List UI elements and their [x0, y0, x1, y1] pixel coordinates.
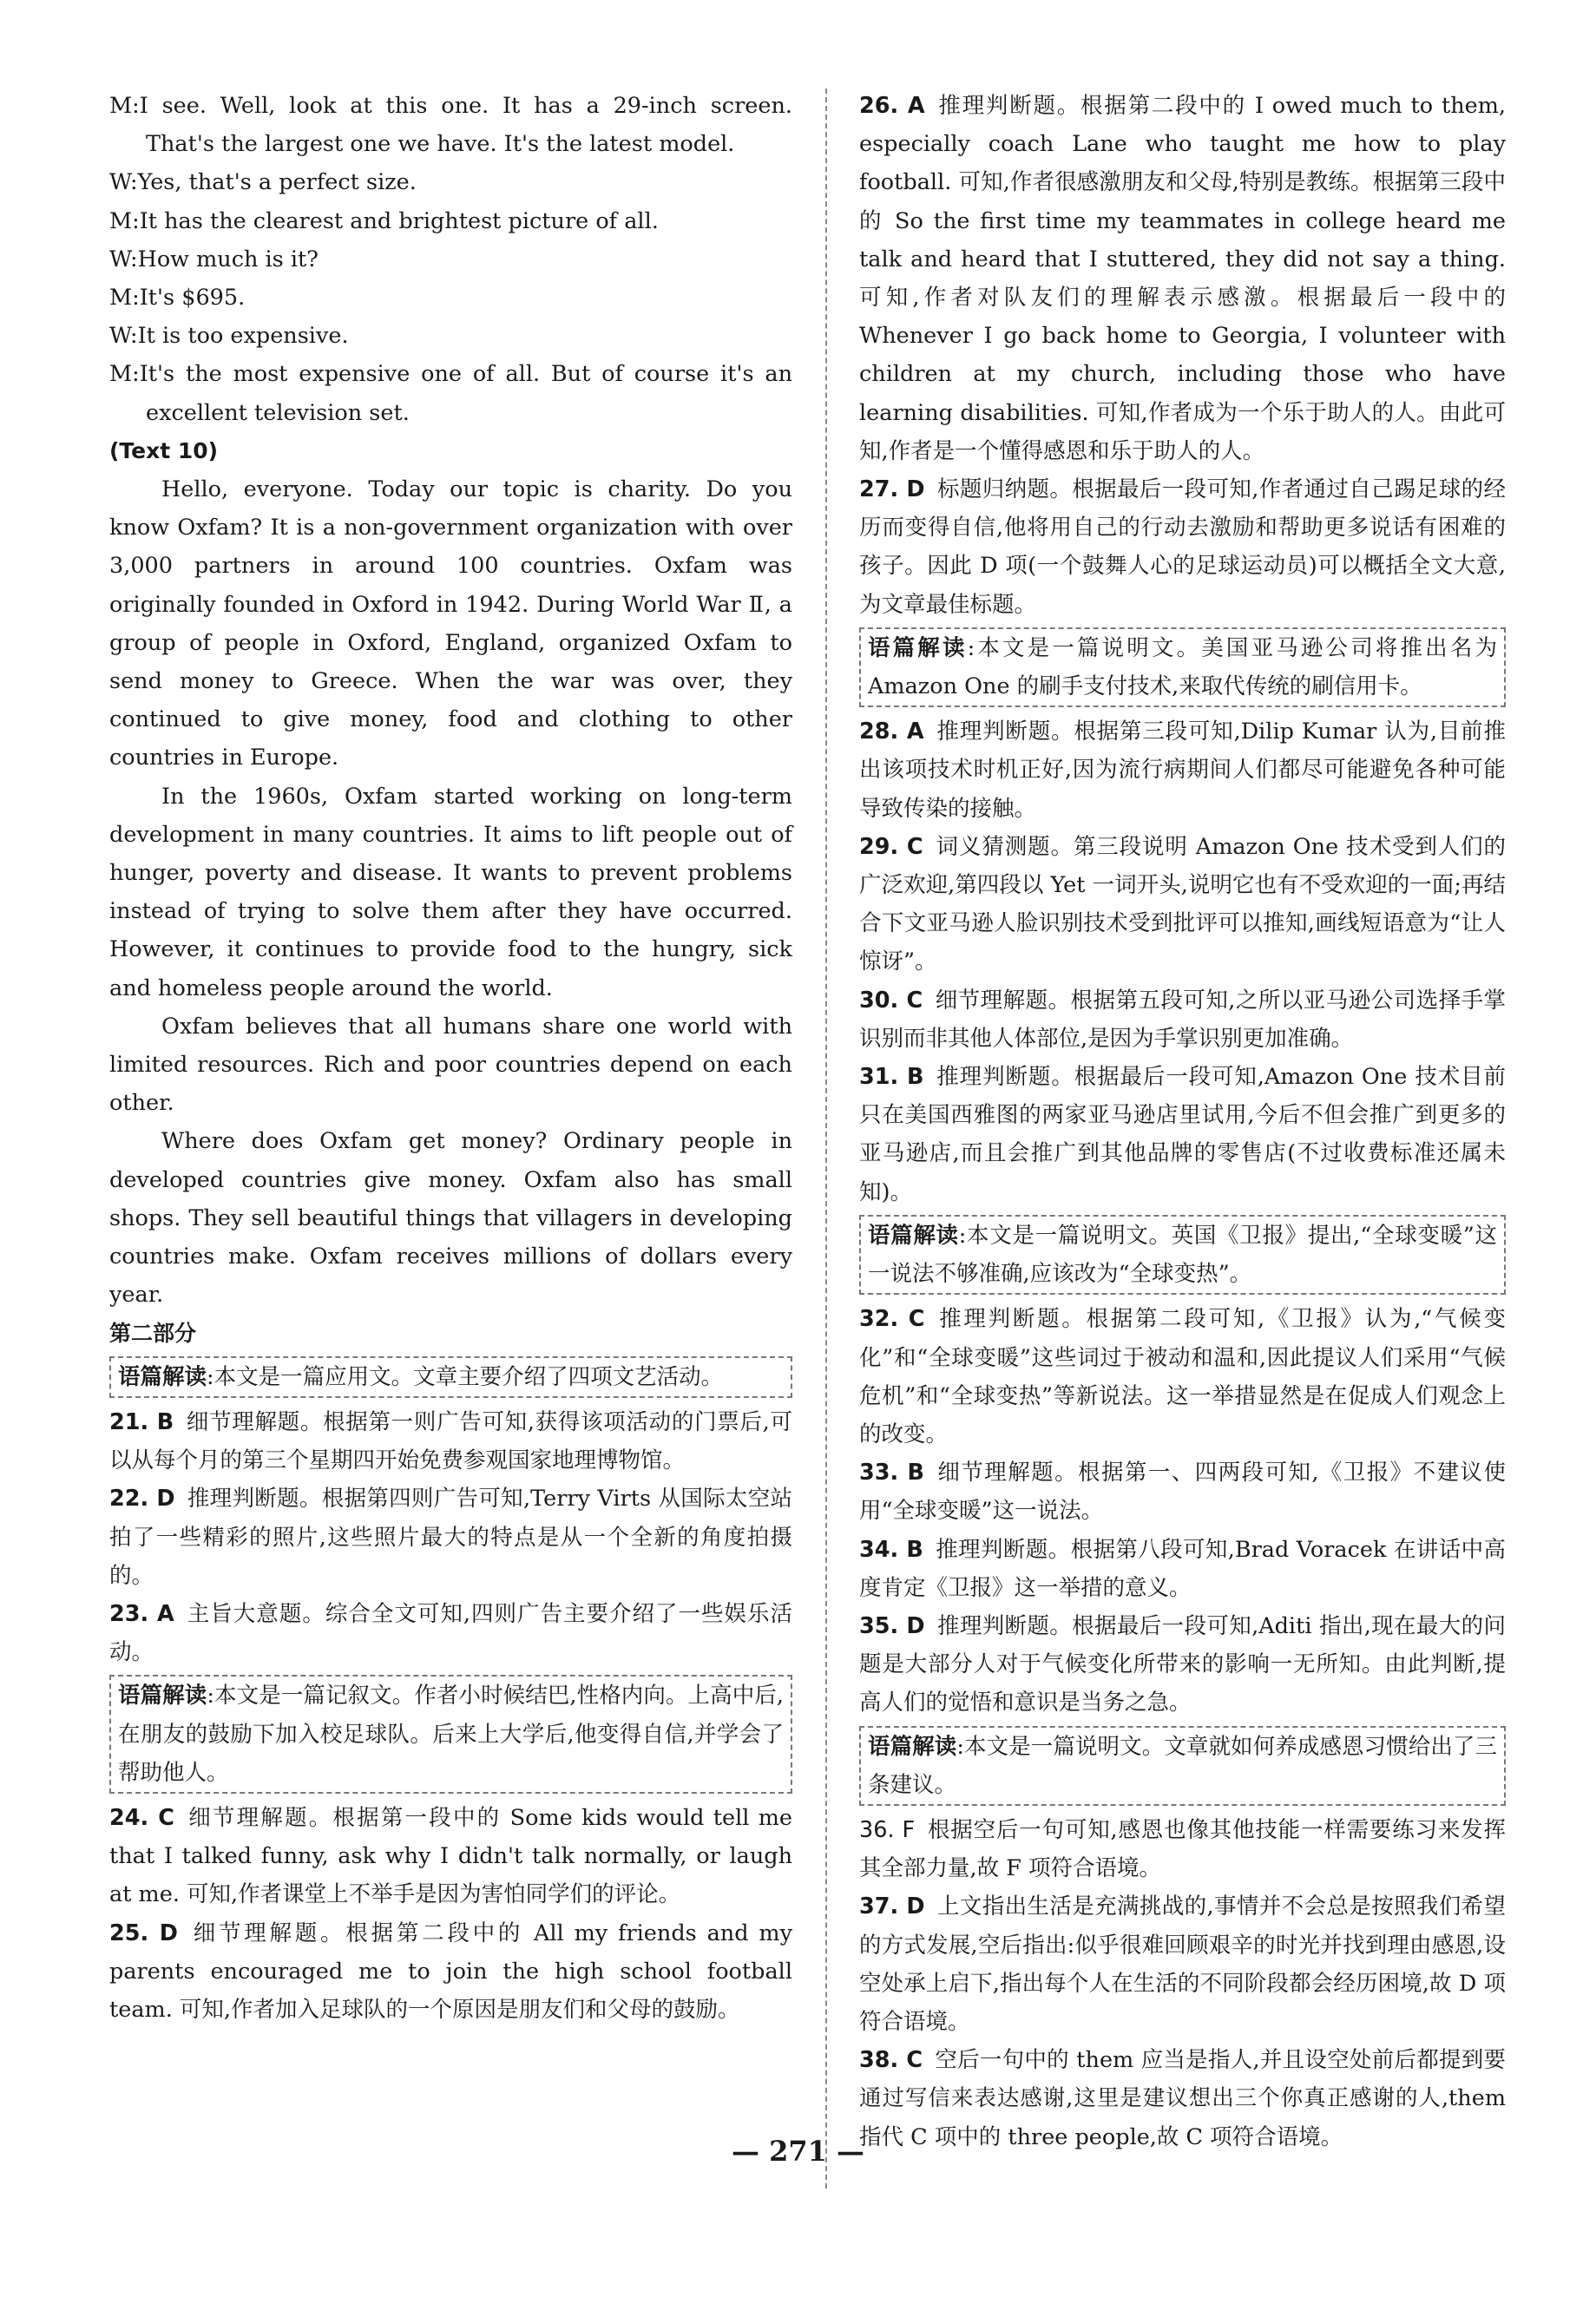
right-column — [859, 87, 1506, 2197]
passage-analysis-box — [859, 1726, 1506, 1806]
text10-paragraph: In the 1960s, Oxfam started working on long-term development in many countries. It aims to lift people out of hunger, poverty and disease. It wants to prevent problems instead of trying to solve them after they have occurred. However, it continues to provide food to the hungry, sick and homeless people around the world. — [109, 783, 792, 1001]
answer-item — [859, 828, 1506, 981]
answer-number: 26. A — [859, 93, 925, 119]
answer-text: 根据空后一句可知,感恩也像其他技能一样需要练习来发挥其全部力量,故 F 项符合语境。 — [859, 1816, 1507, 1882]
dialogue-line: W:It is too expensive. — [109, 323, 349, 350]
dialogue-line: M:I see. Well, look at this one. It has a 29-inch screen. That's the largest one we have. It's the latest model. — [109, 93, 792, 158]
answer-number: 28. A — [859, 719, 924, 745]
answer-text: 推理判断题。根据第八段可知,Brad Voracek 在讲话中高度肯定《卫报》这一举措的意义。 — [859, 1536, 1506, 1601]
dialogue-line: W:Yes, that's a perfect size. — [109, 169, 417, 196]
answer-item — [859, 1607, 1506, 1723]
answer-number: 23. A — [109, 1600, 174, 1627]
answer-item — [859, 981, 1506, 1058]
answer-text: 细节理解题。根据第五段可知,之所以亚马逊公司选择手掌识别而非其他人体部位,是因为手掌识别更加准确。 — [859, 987, 1506, 1052]
passage-analysis-box — [109, 1356, 792, 1398]
answer-item — [859, 712, 1506, 828]
box-label: 语篇解读 — [868, 634, 968, 661]
answer-number: 24. C — [109, 1804, 174, 1831]
page-number: — 271 — — [731, 2135, 865, 2168]
answer-text: 推理判断题。根据第四则广告可知,Terry Virts 从国际太空站拍了一些精彩的照片,这些照片最大的特点是从一个全新的角度拍摄的。 — [109, 1486, 792, 1589]
answer-item — [109, 1595, 792, 1671]
box-label: 语篇解读 — [118, 1683, 207, 1710]
box-text: :本文是一篇说明文。英国《卫报》提出,“全球变暖”这一说法不够准确,应该改为“全球变热”。 — [868, 1222, 1497, 1288]
answer-item — [859, 1300, 1506, 1454]
answer-number: 22. D — [109, 1486, 175, 1513]
left-column — [109, 87, 792, 2197]
passage-analysis-box — [859, 1215, 1506, 1295]
answer-item — [859, 1454, 1506, 1530]
answer-text: 推理判断题。根据第三段可知,Dilip Kumar 认为,目前推出该项技术时机正好,因为流行病期间人们都尽可能避免各种可能导致传染的接触。 — [859, 719, 1506, 822]
answer-item — [859, 1531, 1506, 1607]
part2-heading: 第二部分 — [109, 1320, 197, 1346]
answer-text: 推理判断题。根据最后一段可知,Amazon One 技术目前只在美国西雅图的两家亚马逊店里试用,今后不但会推广到更多的亚马逊店,而且会推广到其他品牌的零售店(不过收费标准还属未知)。 — [859, 1064, 1506, 1205]
answer-number: 25. D — [109, 1920, 178, 1946]
box-label: 语篇解读 — [868, 1222, 959, 1249]
answer-number: 36. F — [859, 1816, 916, 1843]
answer-number: 38. C — [859, 2047, 923, 2074]
answer-text: 词义猜测题。第三段说明 Amazon One 技术受到人们的广泛欢迎,第四段以 Yet 一词开头,说明它也有不受欢迎的一面;再结合下文亚马逊人脸识别技术受到批评可以推知,画线短语意为“让人惊讶”。 — [859, 833, 1507, 975]
answer-text: 细节理解题。根据第二段中的 All my friends and my parents encouraged me to join the high school football team. 可知,作者加入足球队的一个原因是朋友们和父母的鼓励。 — [109, 1920, 792, 2023]
answer-text: 推理判断题。根据第二段中的 I owed much to them, especially coach Lane who taught me how to play football. 可知,作者很感激朋友和父母,特别是教练。根据第三段中的 So the first time my teammates in college heard me talk and heard that I stuttered, they did not say a thing. 可知,作者对队友们的理解表示感激。根据最后一段中的 Whenever I go back home to Georgia, I volunteer with children at my church, including those who have learning disabilities. 可知,作者成为一个乐于助人的人。由此可知,作者是一个懂得感恩和乐于助人的人。 — [859, 93, 1506, 464]
answer-number: 31. B — [859, 1064, 924, 1091]
answer-number: 29. C — [859, 833, 923, 860]
answer-text: 上文指出生活是充满挑战的,事情并不会总是按照我们希望的方式发展,空后指出:似乎很难回顾艰辛的时光并找到理由感恩,设空处承上启下,指出每个人在生活的不同阶段都会经历困境,故 D 项符合语境。 — [859, 1893, 1507, 2035]
answer-number: 21. B — [109, 1408, 174, 1435]
passage-analysis-box — [859, 627, 1506, 707]
answer-item — [109, 1403, 792, 1480]
answer-item — [859, 470, 1506, 624]
column-divider — [825, 89, 827, 2189]
answer-text: 标题归纳题。根据最后一段可知,作者通过自己踢足球的经历而变得自信,他将用自己的行动去激励和帮助更多说话有困难的孩子。因此 D 项(一个鼓舞人心的足球运动员)可以概括全文大意,为文章最佳标题。 — [859, 476, 1507, 618]
box-label: 语篇解读 — [868, 1733, 957, 1760]
box-text: :本文是一篇应用文。文章主要介绍了四项文艺活动。 — [207, 1363, 724, 1390]
dialogue-line: M:It's the most expensive one of all. But of course it's an excellent television set. — [109, 361, 792, 426]
answer-item — [859, 1058, 1506, 1211]
answer-text: 空后一句中的 them 应当是指人,并且设空处前后都提到要通过写信来表达感谢,这里是建议想出三个你真正感谢的人,them 指代 C 项中的 three people,故 C 项符合语境。 — [859, 2047, 1507, 2150]
answer-text: 细节理解题。根据第一、四两段可知,《卫报》不建议使用“全球变暖”这一说法。 — [859, 1460, 1506, 1525]
dialogue-line: W:How much is it? — [109, 246, 319, 272]
box-text: :本文是一篇记叙文。作者小时候结巴,性格内向。上高中后,在朋友的鼓励下加入校足球队。后来上大学后,他变得自信,并学会了帮助他人。 — [118, 1683, 784, 1786]
passage-analysis-box — [109, 1675, 792, 1794]
answer-item — [109, 1799, 792, 1914]
answer-text: 主旨大意题。综合全文可知,四则广告主要介绍了一些娱乐活动。 — [109, 1600, 792, 1666]
answer-number: 32. C — [859, 1306, 925, 1333]
answer-item — [109, 1914, 792, 2030]
text10-paragraph: Hello, everyone. Today our topic is charity. Do you know Oxfam? It is a non-government organization with over 3,000 partners in around 100 countries. Oxfam was originally founded in Oxford in 1942. During World War Ⅱ, a group of people in Oxford, England, organized Oxfam to send money to Greece. When the war was over, they continued to give money, food and clothing to other countries in Europe. — [109, 476, 792, 771]
box-text: :本文是一篇说明文。文章就如何养成感恩习惯给出了三条建议。 — [868, 1733, 1497, 1798]
answer-item — [859, 1811, 1506, 1887]
answer-item — [859, 1887, 1506, 2041]
answer-number: 27. D — [859, 476, 925, 503]
text10-heading: (Text 10) — [109, 437, 219, 463]
answer-number: 30. C — [859, 987, 923, 1014]
answer-text: 细节理解题。根据第一段中的 Some kids would tell me that I talked funny, ask why I didn't talk normally, or laugh at me. 可知,作者课堂上不举手是因为害怕同学们的评论。 — [109, 1804, 793, 1908]
answer-number: 33. B — [859, 1460, 924, 1486]
answer-number: 37. D — [859, 1893, 925, 1920]
answer-item — [859, 87, 1506, 470]
dialogue-line: M:It's $695. — [109, 285, 246, 312]
dialogue-line: M:It has the clearest and brightest picture of all. — [109, 207, 659, 234]
answer-number: 35. D — [859, 1612, 925, 1639]
box-label: 语篇解读 — [118, 1363, 207, 1390]
answer-text: 推理判断题。根据最后一段可知,Aditi 指出,现在最大的问题是大部分人对于气候变化所带来的影响一无所知。由此判断,提高人们的觉悟和意识是当务之急。 — [859, 1612, 1506, 1716]
text10-paragraph: Where does Oxfam get money? Ordinary people in developed countries give money. Oxfam also has small shops. They sell beautiful things that villagers in developing countries make. Oxfam receives millions of dollars every year. — [109, 1128, 792, 1309]
box-text: :本文是一篇说明文。美国亚马逊公司将推出名为 Amazon One 的刷手支付技术,来取代传统的刷信用卡。 — [868, 634, 1497, 700]
answer-item — [109, 1480, 792, 1595]
answer-number: 34. B — [859, 1536, 923, 1563]
text10-paragraph: Oxfam believes that all humans share one world with limited resources. Rich and poor countries depend on each other. — [109, 1013, 792, 1117]
answer-text: 推理判断题。根据第二段可知,《卫报》认为,“气候变化”和“全球变暖”这些词过于被动和温和,因此提议人们采用“气候危机”和“全球变热”等新说法。这一举措显然是在促成人们观念上的改变。 — [859, 1306, 1506, 1447]
answer-text: 细节理解题。根据第一则广告可知,获得该项活动的门票后,可以从每个月的第三个星期四开始免费参观国家地理博物馆。 — [109, 1408, 792, 1474]
